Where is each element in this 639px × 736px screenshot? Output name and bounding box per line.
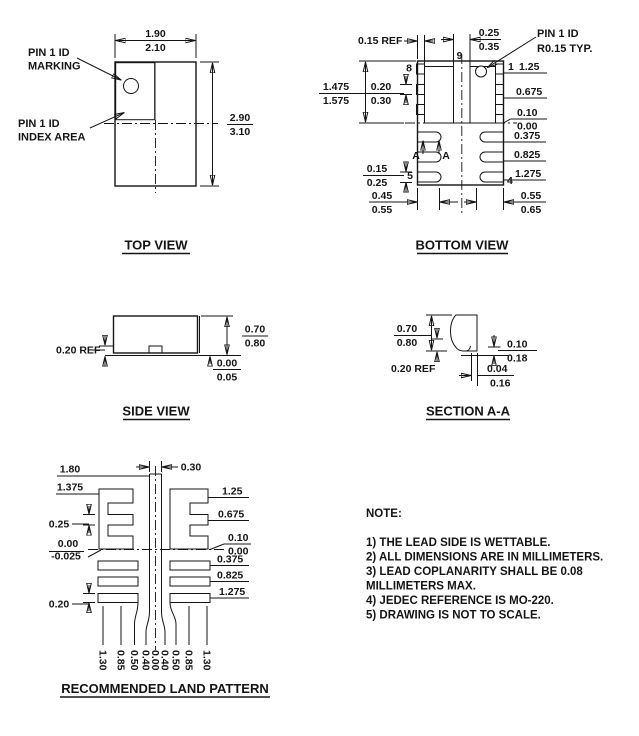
dim-b7: 0.85: [182, 650, 195, 671]
dim-h-min: 0.70: [396, 323, 418, 335]
bottom-rotated-dims: [97, 650, 213, 671]
dim-pad-length: [319, 61, 416, 123]
dim-corner-max: 0.55: [371, 204, 393, 216]
dim-height-max: 3.10: [229, 126, 251, 138]
dim-r2: 0.675: [218, 508, 245, 521]
dim-corner-left: [369, 188, 458, 216]
dim-r4: 0.375: [217, 553, 244, 566]
dim-corner-r-max: 0.65: [520, 204, 542, 216]
dim-left-column: [49, 482, 101, 612]
dim-height: [201, 316, 268, 354]
dim-b2: 0.50: [128, 650, 140, 671]
dim-standoff-max: 0.05: [216, 371, 238, 384]
dim-r1: 1.25: [222, 485, 243, 498]
dim-b1: 0.85: [114, 650, 127, 671]
dim-r5: 0.825: [514, 149, 541, 161]
note-line-4: 4) JEDEC REFERENCE IS MO-220.: [366, 595, 554, 607]
note-line-3: 3) LEAD COPLANARITY SHALL BE 0.08: [366, 566, 583, 578]
bottom-view-title: BOTTOM VIEW: [415, 237, 509, 253]
dim-standoff: [210, 357, 241, 384]
dim-r4: 0.375: [514, 130, 541, 142]
pin1-callout-label-2: R0.15 TYP.: [537, 43, 593, 55]
pin1-id-circle: [476, 66, 487, 77]
dim-width-max: 2.10: [145, 42, 166, 54]
centerlines: [104, 120, 218, 193]
dim-020-ref: 0.20 REF: [391, 363, 436, 375]
pin1-index-label-2: INDEX AREA: [18, 131, 86, 144]
dim-180: 1.80: [59, 463, 81, 476]
pin1-index-callout: [18, 113, 124, 144]
side-lead-pads: [417, 64, 504, 115]
pin-1: 1: [508, 61, 514, 73]
dim-h-max: 0.80: [396, 337, 418, 349]
dim-h-min: 0.70: [244, 323, 266, 336]
bottom-bar-pads: [98, 561, 210, 603]
pin1-marking-label-1: PIN 1 ID: [28, 47, 70, 59]
dim-width-nom: 1.90: [145, 28, 166, 40]
pin1-id-marking-circle: [124, 79, 139, 94]
dim-height-nom: 2.90: [229, 112, 251, 124]
dim-center-len: [57, 464, 150, 477]
dim-r1: 1.25: [519, 61, 540, 73]
note-line-1: 1) THE LEAD SIDE IS WETTABLE.: [366, 537, 551, 549]
dim-r2: 0.675: [516, 86, 543, 98]
dim-slot-max: 0.35: [478, 41, 500, 53]
dim-land-w-min: 0.15: [366, 163, 388, 175]
dim-b6: 0.50: [169, 650, 182, 671]
exposed-pad-profile: [149, 346, 162, 353]
dim-flank-max: 0.18: [507, 352, 528, 365]
dim-datum-b: -0.025: [51, 550, 81, 563]
dim-corner-right: [464, 188, 546, 216]
dim-width: [115, 28, 196, 58]
dim-land-width: [363, 162, 412, 193]
bottom-lead-fingers: [418, 132, 504, 182]
pin-4: 4: [507, 175, 513, 187]
dim-lead-thickness: [56, 336, 113, 366]
dim-015-ref: 0.15 REF: [358, 35, 403, 47]
section-aa-title: SECTION A-A: [425, 403, 511, 419]
dim-h-max: 0.80: [244, 337, 266, 350]
dim-slot-min: 0.25: [478, 27, 500, 39]
dim-standoff-min: 0.00: [216, 357, 238, 370]
dim-lead-w-min: 0.20: [370, 81, 392, 93]
notes-block: [366, 508, 603, 622]
centerlines: [88, 466, 225, 650]
dim-r3b: 0.00: [228, 545, 249, 558]
lead-cross-section: [451, 315, 478, 351]
dim-r3a: 0.10: [517, 107, 538, 119]
dim-step-min: 0.04: [487, 363, 508, 375]
note-heading: NOTE:: [366, 508, 402, 520]
section-mark-a-right: A: [442, 150, 450, 162]
land-pattern: [49, 461, 270, 697]
extension-lines: [103, 603, 207, 646]
dim-land-w-max: 0.25: [366, 177, 388, 189]
pin-numbers: [406, 50, 514, 187]
dim-datum-a: 0.00: [57, 538, 79, 550]
dim-step-max: 0.16: [490, 377, 511, 390]
bottom-view: [319, 27, 592, 254]
package-side-outline: [114, 316, 198, 353]
top-view-title: TOP VIEW: [124, 237, 188, 253]
dim-r5: 0.825: [217, 569, 244, 582]
dim-r3b: 0.00: [517, 120, 538, 133]
dim-pad-len-max: 1.575: [322, 95, 350, 107]
section-mark-a-left: A: [412, 150, 420, 162]
side-view-title: SIDE VIEW: [122, 403, 190, 419]
top-view: [18, 28, 253, 254]
dim-b5: 0.40: [158, 650, 171, 671]
dim-020-ref: 0.20 REF: [56, 344, 101, 357]
note-line-3b: MILLIMETERS MAX.: [366, 580, 476, 593]
dim-step: [459, 353, 514, 390]
note-line-2: 2) ALL DIMENSIONS ARE IN MILLIMETERS.: [366, 551, 604, 564]
pin-9: 9: [456, 50, 463, 62]
dim-corner-min: 0.45: [371, 190, 393, 202]
right-comb-pad: [170, 489, 208, 549]
note-line-5: 5) DRAWING IS NOT TO SCALE.: [366, 609, 541, 622]
dim-r6: 1.275: [219, 586, 246, 598]
dim-1375: 1.375: [56, 481, 84, 494]
pin-5: 5: [407, 170, 413, 182]
dim-025: 0.25: [48, 518, 70, 531]
wettable-flank-curve: [467, 346, 471, 351]
side-view: [56, 316, 268, 420]
dim-r3a: 0.10: [228, 532, 249, 544]
dim-corner-r-min: 0.55: [520, 190, 542, 202]
land-pattern-title: RECOMMENDED LAND PATTERN: [61, 681, 269, 696]
dim-slot-width: [441, 27, 501, 53]
dim-r6: 1.275: [515, 168, 542, 180]
pin1-index-label-1: PIN 1 ID: [18, 118, 60, 130]
centerlines: [405, 54, 517, 213]
dim-height: [394, 315, 452, 351]
dim-030: 0.30: [180, 461, 202, 474]
dim-ref-edge: [358, 35, 434, 64]
dim-b8: 1.30: [200, 650, 213, 671]
pin1-marking-callout: [28, 47, 121, 80]
dim-right-ladder: [504, 61, 548, 180]
left-comb-pad: [99, 489, 133, 549]
dim-center-width: [136, 461, 201, 474]
dim-b3: 0.40: [139, 650, 152, 671]
dim-020: 0.20: [48, 598, 70, 611]
dim-b0: 1.30: [96, 650, 109, 671]
dim-lead-w-max: 0.30: [370, 95, 392, 107]
pin1-marking-label-2: MARKING: [28, 60, 81, 73]
dim-b4: 0.00: [149, 650, 161, 671]
dim-right-ladder: [208, 486, 251, 599]
pin1-callout-label-1: PIN 1 ID: [537, 28, 579, 40]
dim-flank: [488, 335, 537, 365]
dim-flank-min: 0.10: [507, 338, 528, 351]
dim-pad-len-min: 1.475: [322, 81, 350, 93]
section-aa: [391, 315, 537, 420]
dim-height: [200, 62, 253, 186]
pin-8: 8: [406, 62, 412, 75]
